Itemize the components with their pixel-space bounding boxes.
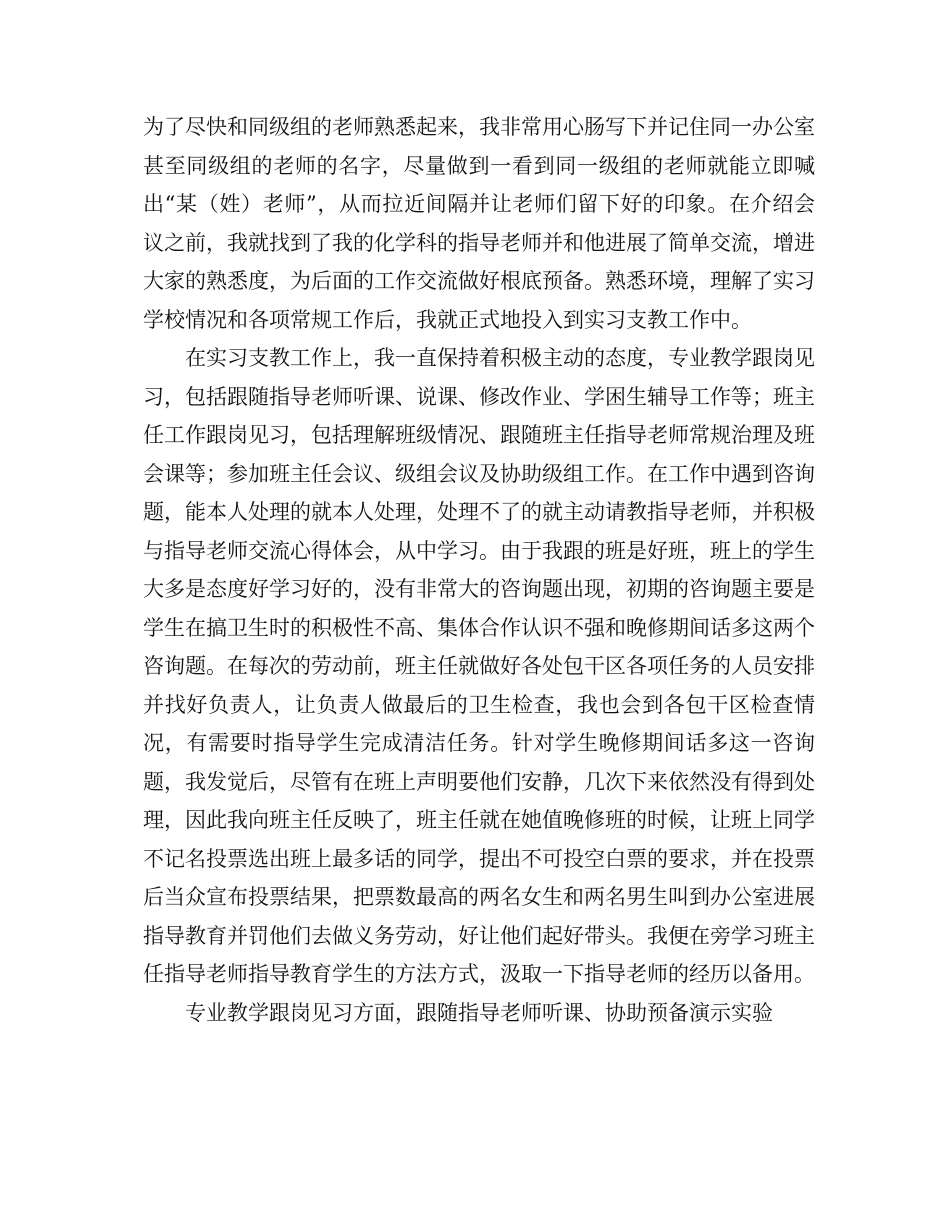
paragraph-1: 为了尽快和同级组的老师熟悉起来，我非常用心肠写下并记住同一办公室甚至同级组的老师的名字，尽量做到一看到同一级组的老师就能立即喊出“某（姓）老师”，从而拉近间隔并让老师们留下好的印象。在介绍会议之前，我就找到了我的化学科的指导老师并和他进展了简单交流，增进大家的熟悉度，为后面的工作交流做好根底预备。熟悉环境，理解了实习学校情况和各项常规工作后，我就正式地投入到实习支教工作中。	[143, 115, 815, 332]
paragraph-3: 专业教学跟岗见习方面，跟随指导老师听课、协助预备演示实验	[185, 1000, 773, 1025]
paragraph-2: 在实习支教工作上，我一直保持着积极主动的态度，专业教学跟岗见习，包括跟随指导老师听课、说课、修改作业、学困生辅导工作等；班主任工作跟岗见习，包括理解班级情况、跟随班主任指导老师常规治理及班会课等；参加班主任会议、级组会议及协助级组工作。在工作中遇到咨询题，能本人处理的就本人处理，处理不了的就主动请教指导老师，并积极与指导老师交流心得体会，从中学习。由于我跟的班是好班，班上的学生大多是态度好学习好的，没有非常大的咨询题出现，初期的咨询题主要是学生在搞卫生时的积极性不高、集体合作认识不强和晚修期间话多这两个咨询题。在每次的劳动前，班主任就做好各处包干区各项任务的人员安排并找好负责人，让负责人做最后的卫生检查，我也会到各包干区检查情况，有需要时指导学生完成清洁任务。针对学生晚修期间话多这一咨询题，我发觉后，尽管有在班上声明要他们安静，几次下来依然没有得到处理，因此我向班主任反映了，班主任就在她值晚修班的时候，让班上同学不记名投票选出班上最多话的同学，提出不可投空白票的要求，并在投票后当众宣布投票结果，把票数最高的两名女生和两名男生叫到办公室进展指导教育并罚他们去做义务劳动，好让他们起好带头。我便在旁学习班主任指导老师指导教育学生的方法方式，汲取一下指导老师的经历以备用。	[143, 346, 815, 986]
document-body	[143, 108, 815, 1032]
